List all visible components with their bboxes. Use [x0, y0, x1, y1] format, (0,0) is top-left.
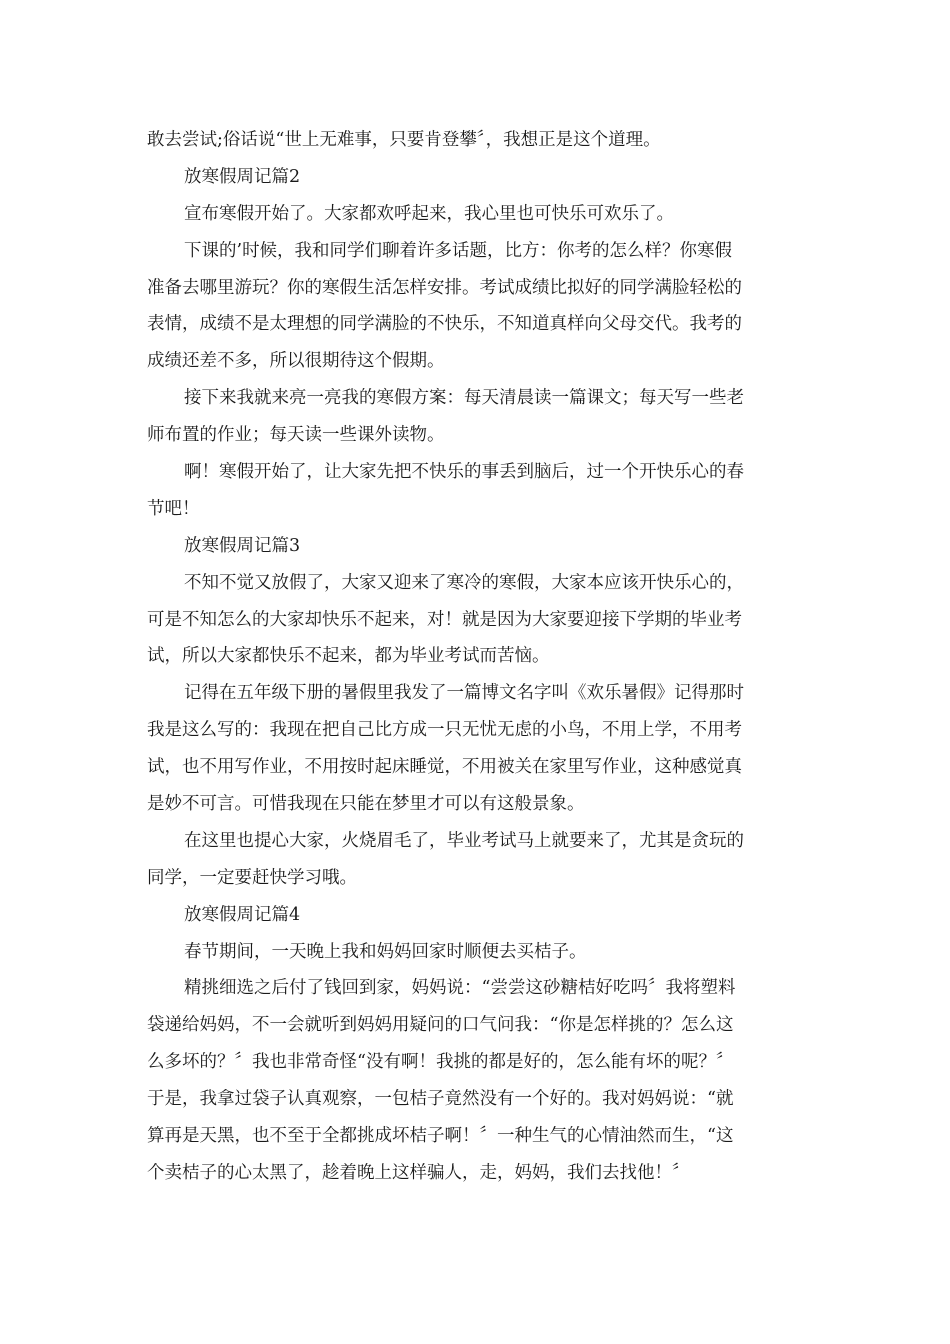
- text-line: 记得在五年级下册的暑假里我发了一篇博文名字叫《欢乐暑假》记得那时: [184, 683, 744, 704]
- text-line: 敢去尝试;俗话说“世上无难事，只要肯登攀〞，我想正是这个道理。: [147, 130, 661, 150]
- text-line: 啊！寒假开始了，让大家先把不快乐的事丢到脑后，过一个开快乐心的春: [184, 462, 744, 483]
- text-line: 表情，成绩不是太理想的同学满脸的不快乐，不知道真样向父母交代。我考的: [147, 314, 742, 335]
- text-line: 成绩还差不多，所以很期待这个假期。: [147, 351, 445, 372]
- text-line: 个卖桔子的心太黑了，趁着晚上这样骗人，走，妈妈，我们去找他！〞: [147, 1162, 690, 1183]
- text-line: 宣布寒假开始了。大家都欢呼起来，我心里也可快乐可欢乐了。: [184, 203, 674, 224]
- text-line: 于是，我拿过袋子认真观察，一包桔子竟然没有一个好的。我对妈妈说：“就: [147, 1089, 734, 1110]
- text-line: 不知不觉又放假了，大家又迎来了寒冷的寒假，大家本应该开快乐心的，: [184, 572, 744, 593]
- section-heading: 放寒假周记篇4: [184, 904, 301, 925]
- text-line: 春节期间，一天晚上我和妈妈回家时顺便去买桔子。: [184, 941, 587, 962]
- text-line: 节吧！: [147, 498, 200, 519]
- section-heading: 放寒假周记篇3: [184, 535, 301, 556]
- text-line: 可是不知怎么的大家却快乐不起来，对！就是因为大家要迎接下学期的毕业考: [147, 609, 742, 630]
- text-line: 袋递给妈妈，不一会就听到妈妈用疑问的口气问我：“你是怎样挑的？怎么这: [147, 1015, 734, 1036]
- text-line: 试，也不用写作业，不用按时起床睡觉，不用被关在家里写作业，这种感觉真: [147, 757, 742, 778]
- text-line: 师布置的作业；每天读一些课外读物。: [147, 425, 445, 446]
- text-line: 我是这么写的：我现在把自己比方成一只无忧无虑的小鸟，不用上学，不用考: [147, 720, 742, 741]
- text-line: 算再是天黑，也不至于全都挑成坏桔子啊！〞一种生气的心情油然而生，“这: [147, 1126, 734, 1147]
- section-heading: 放寒假周记篇2: [184, 166, 301, 187]
- document-body: [147, 122, 803, 1192]
- text-line: 同学，一定要赶快学习哦。: [147, 867, 357, 888]
- text-line: 接下来我就来亮一亮我的寒假方案：每天清晨读一篇课文；每天写一些老: [184, 388, 744, 409]
- text-line: 么多坏的？〞我也非常奇怪“没有啊！我挑的都是好的，怎么能有坏的呢？〞: [147, 1052, 734, 1073]
- text-line: 准备去哪里游玩？你的寒假生活怎样安排。考试成绩比拟好的同学满脸轻松的: [147, 277, 742, 298]
- text-line: 在这里也提心大家，火烧眉毛了，毕业考试马上就要来了，尤其是贪玩的: [184, 830, 744, 851]
- text-line: 精挑细选之后付了钱回到家，妈妈说：“尝尝这砂糖桔好吃吗〞我将塑料: [184, 978, 736, 999]
- text-line: 下课的’时候，我和同学们聊着许多话题，比方：你考的怎么样？你寒假: [184, 240, 733, 261]
- text-line: 试，所以大家都快乐不起来，都为毕业考试而苦恼。: [147, 646, 550, 667]
- text-line: 是妙不可言。可惜我现在只能在梦里才可以有这般景象。: [147, 794, 585, 815]
